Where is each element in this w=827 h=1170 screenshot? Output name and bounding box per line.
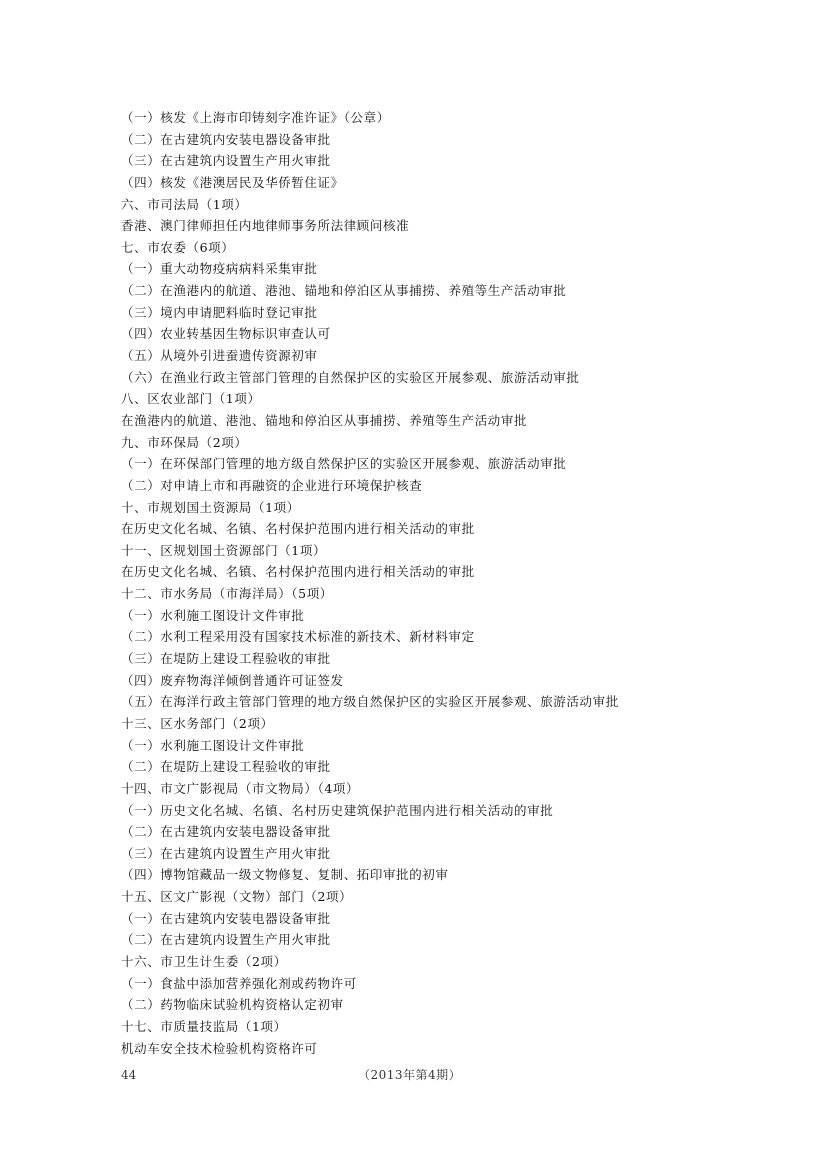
- text-line: （一）重大动物疫病病料采集审批: [121, 261, 318, 277]
- text-line: （六）在渔业行政主管部门管理的自然保护区的实验区开展参观、旅游活动审批: [121, 369, 580, 385]
- text-line: （二）在渔港内的航道、港池、锚地和停泊区从事捕捞、养殖等生产活动审批: [121, 283, 567, 299]
- text-line: （三）在堤防上建设工程验收的审批: [121, 651, 331, 667]
- text-line: （一）食盐中添加营养强化剂或药物许可: [121, 975, 357, 991]
- page-number: 44: [121, 1068, 137, 1082]
- text-line: 六、市司法局（1项）: [121, 196, 248, 212]
- text-line: （二）对申请上市和再融资的企业进行环境保护核查: [121, 477, 423, 493]
- text-line: （四）博物馆藏品一级文物修复、复制、拓印审批的初审: [121, 867, 449, 883]
- text-line: （三）在古建筑内设置生产用火审批: [121, 153, 331, 169]
- text-line: （一）在古建筑内安装电器设备审批: [121, 910, 331, 926]
- text-line: （三）境内申请肥料临时登记审批: [121, 304, 318, 320]
- text-line: （二）在古建筑内设置生产用火审批: [121, 932, 331, 948]
- text-line: 十一、区规划国土资源部门（1项）: [121, 542, 327, 558]
- text-line: 十四、市文广影视局（市文物局）（4项）: [121, 780, 360, 796]
- text-line: （二）在古建筑内安装电器设备审批: [121, 131, 331, 147]
- text-line: （一）历史文化名城、名镇、名村历史建筑保护范围内进行相关活动的审批: [121, 802, 554, 818]
- text-line: 七、市农委（6项）: [121, 239, 235, 255]
- text-line: 十七、市质量技监局（1项）: [121, 1018, 287, 1034]
- text-line: 香港、澳门律师担任内地律师事务所法律顾问核准: [121, 218, 410, 234]
- text-line: 十二、市水务局（市海洋局）（5项）: [121, 586, 333, 602]
- text-line: （一）水利施工图设计文件审批: [121, 737, 305, 753]
- text-line: （四）废弃物海洋倾倒普通许可证签发: [121, 672, 344, 688]
- text-line: 十、市规划国土资源局（1项）: [121, 499, 300, 515]
- text-line: 十六、市卫生计生委（2项）: [121, 953, 287, 969]
- text-line: （一）水利施工图设计文件审批: [121, 607, 305, 623]
- text-line: （四）农业转基因生物标识审查认可: [121, 326, 331, 342]
- text-line: 在历史文化名城、名镇、名村保护范围内进行相关活动的审批: [121, 521, 475, 537]
- text-line: （一）在环保部门管理的地方级自然保护区的实验区开展参观、旅游活动审批: [121, 456, 567, 472]
- text-line: （五）在海洋行政主管部门管理的地方级自然保护区的实验区开展参观、旅游活动审批: [121, 694, 619, 710]
- text-line: 十五、区文广影视（文物）部门（2项）: [121, 889, 353, 905]
- text-line: 九、市环保局（2项）: [121, 434, 248, 450]
- issue-label: （2013年第4期）: [358, 1068, 462, 1082]
- text-line: （二）在古建筑内安装电器设备审批: [121, 824, 331, 840]
- text-body: [121, 107, 681, 1059]
- text-line: 十三、区水务部门（2项）: [121, 715, 274, 731]
- text-line: 在历史文化名城、名镇、名村保护范围内进行相关活动的审批: [121, 564, 475, 580]
- text-line: （三）在古建筑内设置生产用火审批: [121, 845, 331, 861]
- text-line: （二）水利工程采用没有国家技术标准的新技术、新材料审定: [121, 629, 475, 645]
- text-line: 八、区农业部门（1项）: [121, 391, 261, 407]
- text-line: （二）药物临床试验机构资格认定初审: [121, 997, 344, 1013]
- text-line: （二）在堤防上建设工程验收的审批: [121, 759, 331, 775]
- text-line: （一）核发《上海市印铸刻字准许证》（公章）: [121, 110, 390, 125]
- text-line: （五）从境外引进蚕遗传资源初审: [121, 348, 318, 364]
- text-line: 在渔港内的航道、港池、锚地和停泊区从事捕捞、养殖等生产活动审批: [121, 412, 528, 428]
- text-line: （四）核发《港澳居民及华侨暂住证》: [121, 174, 344, 190]
- text-line: 机动车安全技术检验机构资格许可: [121, 1040, 318, 1056]
